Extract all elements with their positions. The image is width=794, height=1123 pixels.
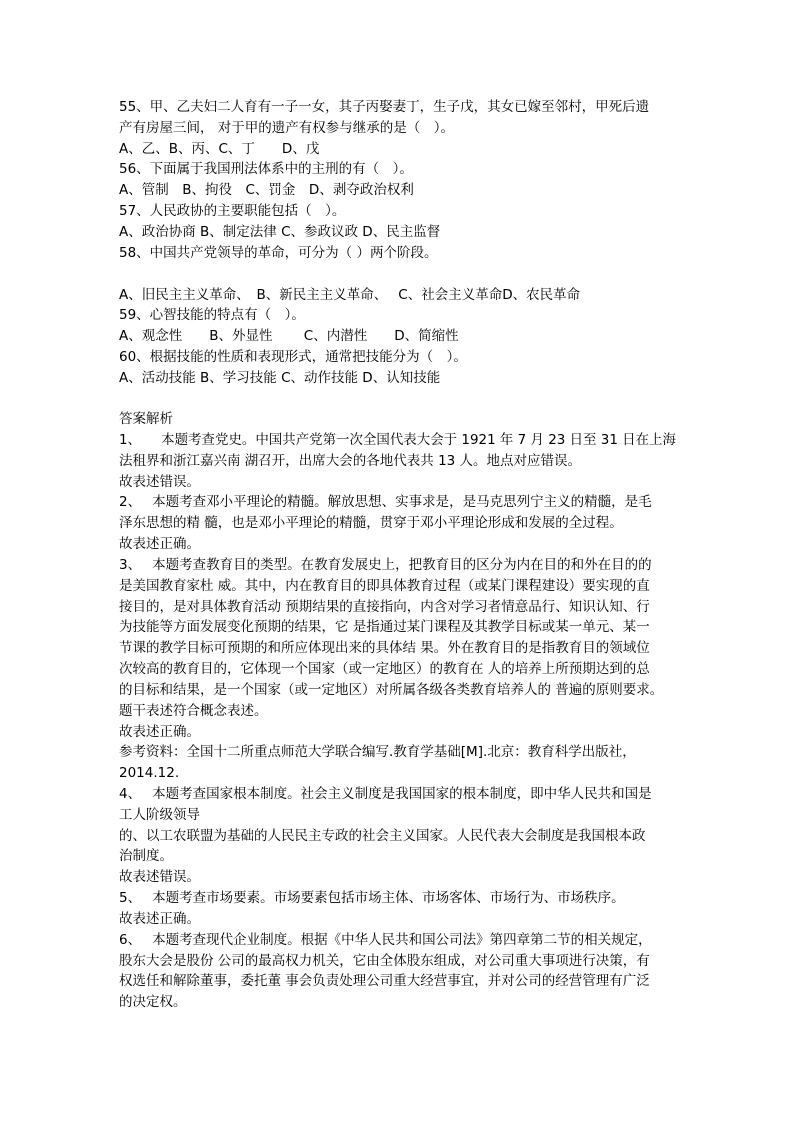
text-line: 参考资料：全国十二所重点师范大学联合编写.教育学基础[M].北京：教育科学出版社， (119, 744, 636, 760)
text-line: 故表述正确。 (119, 911, 200, 927)
text-line: A、旧民主主义革命、 B、新民主主义革命、 C、社会主义革命D、农民革命 (119, 287, 581, 303)
text-line: 2014.12. (119, 765, 180, 781)
text-line: 工人阶级领导 (119, 807, 200, 823)
text-line: A、政治协商 B、制定法律 C、参政议政 D、民主监督 (119, 224, 441, 240)
text-line: A、乙、B、丙、C、丁 D、戊 (119, 141, 320, 157)
text-line: 故表述错误。 (119, 869, 200, 885)
text-line: 1、 本题考查党史。中国共产党第一次全国代表大会于 1921 年 7 月 23 日至 31 日在上海 (119, 432, 676, 448)
text-line: 的、以工农联盟为基础的人民民主专政的社会主义国家。人民代表大会制度是我国根本政 (119, 828, 646, 844)
text-line: 次较高的教育目的，它体现一个国家（或一定地区）的教育在 人的培养上所预期达到的总 (119, 661, 650, 677)
text-line: 58、中国共产党领导的革命，可分为（ ）两个阶段。 (119, 245, 438, 261)
text-line: 是美国教育家杜 威。其中，内在教育目的即具体教育过程（或某门课程建设）要实现的直 (119, 578, 650, 594)
text-line: 的目标和结果，是一个国家（或一定地区）对所属各级各类教育培养人的 普遍的原则要求。 (119, 682, 664, 698)
text-line: 为技能等方面发展变化预期的结果，它 是指通过某门课程及其教学目标或某一单元、某一 (119, 619, 650, 635)
text-line: 法租界和浙江嘉兴南 湖召开，出席大会的各地代表共 13 人。地点对应错误。 (119, 453, 582, 469)
text-line: 故表述正确。 (119, 536, 200, 552)
text-line: 60、根据技能的性质和表现形式，通常把技能分为（ ）。 (119, 349, 467, 365)
text-line: 故表述错误。 (119, 474, 200, 490)
text-line: 权选任和解除董事，委托董 事会负责处理公司重大经营事宜，并对公司的经营管理有广泛 (119, 973, 650, 989)
text-line: 6、 本题考查现代企业制度。根据《中华人民共和国公司法》第四章第二节的相关规定， (119, 932, 652, 948)
text-line: 5、 本题考查市场要素。市场要素包括市场主体、市场客体、市场行为、市场秩序。 (119, 890, 625, 906)
text-line: A、活动技能 B、学习技能 C、动作技能 D、认知技能 (119, 370, 441, 386)
answers-heading: 答案解析 (119, 411, 173, 427)
text-line: 题干表述符合概念表述。 (119, 703, 268, 719)
text-line: A、观念性 B、外显性 C、内潜性 D、简缩性 (119, 328, 459, 344)
text-line: 55、甲、乙夫妇二人育有一子一女，其子丙娶妻丁，生子戊，其女已嫁至邻村，甲死后遗 (119, 99, 650, 115)
text-line: 2、 本题考查邓小平理论的精髓。解放思想、实事求是，是马克思列宁主义的精髓，是毛 (119, 494, 652, 510)
text-line: 股东大会是股份 公司的最高权力机关，它由全体股东组成，对公司重大事项进行决策，有 (119, 953, 650, 969)
text-line: 治制度。 (119, 848, 173, 864)
text-line: 57、人民政协的主要职能包括（ ）。 (119, 203, 346, 219)
text-line: 3、 本题考查教育目的类型。在教育发展史上，把教育目的区分为内在目的和外在目的的 (119, 557, 652, 573)
text-line: 接目的，是对具体教育活动 预期结果的直接指向，内含对学习者情意品行、知识认知、行 (119, 599, 650, 615)
text-line: 59、心智技能的特点有（ ）。 (119, 307, 305, 323)
text-line: 56、下面属于我国刑法体系中的主刑的有（ ）。 (119, 161, 413, 177)
text-line: 的决定权。 (119, 994, 187, 1010)
text-line: A、管制 B、拘役 C、罚金 D、剥夺政治权利 (119, 182, 414, 198)
text-line: 产有房屋三间， 对于甲的遗产有权参与继承的是（ ）。 (119, 120, 455, 136)
text-line: 泽东思想的精 髓，也是邓小平理论的精髓，贯穿于邓小平理论形成和发展的全过程。 (119, 515, 623, 531)
text-line: 节课的教学目标可预期的和所应体现出来的具体结 果。外在教育目的是指教育目的领域位 (119, 640, 650, 656)
text-line: 4、 本题考查国家根本制度。社会主义制度是我国国家的根本制度，即中华人民共和国是 (119, 786, 652, 802)
text-line: 故表述正确。 (119, 724, 200, 740)
